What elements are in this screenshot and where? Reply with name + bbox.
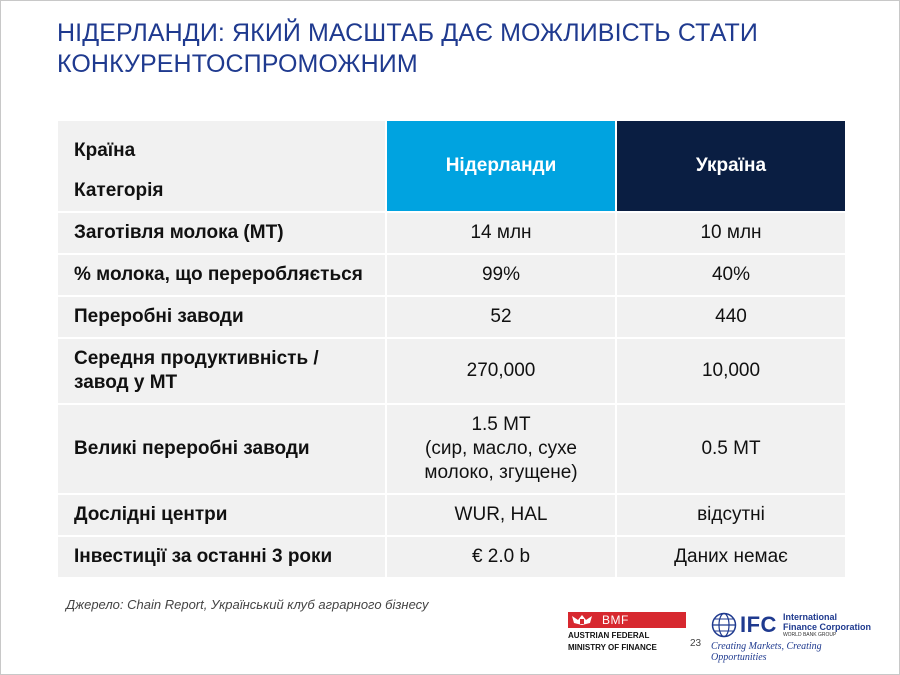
ukraine-value: 10 млн — [616, 212, 845, 254]
row-label: % молока, що переробляється — [58, 254, 386, 296]
row-label: Заготівля молока (МТ) — [58, 212, 386, 254]
bmf-mark: BMF — [602, 613, 629, 627]
netherlands-value-line: 1.5 МТ — [471, 414, 531, 435]
bmf-logo — [568, 612, 686, 652]
netherlands-value — [386, 404, 616, 494]
row-label: Великі переробні заводи — [58, 404, 386, 494]
table-row — [58, 254, 845, 296]
ifc-name-line1: International — [782, 612, 837, 622]
ukraine-value: 10,000 — [616, 338, 845, 404]
ifc-name-line2: Finance Corporation — [782, 622, 871, 632]
bmf-logo-bar — [568, 612, 686, 628]
bmf-caption-line1: AUSTRIAN FEDERAL — [568, 631, 650, 640]
ukraine-value: відсутні — [616, 494, 845, 536]
netherlands-value-line: (сир, масло, сухе — [425, 438, 577, 459]
slide-title: НІДЕРЛАНДИ: ЯКИЙ МАСШТАБ ДАЄ МОЖЛИВІСТЬ СТАТИ КОНКУРЕНТОСПРОМОЖНИМ — [57, 19, 758, 78]
netherlands-value: 99% — [386, 254, 616, 296]
comparison-table — [58, 121, 845, 579]
netherlands-value: 52 — [386, 296, 616, 338]
table-row — [58, 212, 845, 254]
row-label: Переробні заводи — [58, 296, 386, 338]
header-ukraine: Україна — [616, 121, 845, 212]
ifc-mark: IFC — [740, 612, 777, 637]
globe-icon — [711, 612, 737, 638]
header-netherlands: Нідерланди — [386, 121, 616, 212]
netherlands-value-line: молоко, згущене) — [424, 462, 578, 483]
header-country-label: Країна — [74, 140, 136, 161]
source-note: Джерело: Chain Report, Український клуб аграрного бізнесу — [66, 597, 429, 612]
row-label: Середня продуктивність /завод у МТ — [58, 338, 386, 404]
eagle-icon — [568, 612, 596, 628]
netherlands-value: 270,000 — [386, 338, 616, 404]
table-row — [58, 494, 845, 536]
ifc-logo — [711, 612, 871, 663]
row-label: Дослідні центри — [58, 494, 386, 536]
table-row — [58, 536, 845, 578]
header-category-label: Категорія — [74, 180, 164, 201]
ukraine-value: Даних немає — [616, 536, 845, 578]
netherlands-value: 14 млн — [386, 212, 616, 254]
table-row — [58, 296, 845, 338]
table-row — [58, 404, 845, 494]
table-row — [58, 338, 845, 404]
ifc-group: WORLD BANK GROUP — [782, 632, 837, 638]
ifc-tagline: Creating Markets, Creating Opportunities — [711, 641, 822, 663]
netherlands-value: € 2.0 b — [386, 536, 616, 578]
netherlands-value: WUR, HAL — [386, 494, 616, 536]
ukraine-value: 440 — [616, 296, 845, 338]
page-number: 23 — [690, 638, 702, 649]
ukraine-value: 40% — [616, 254, 845, 296]
ukraine-value: 0.5 МТ — [616, 404, 845, 494]
row-label: Інвестиції за останні 3 роки — [58, 536, 386, 578]
table-header-row — [58, 121, 845, 212]
bmf-caption-line2: MINISTRY OF FINANCE — [568, 643, 657, 652]
header-label-cell — [58, 121, 386, 212]
